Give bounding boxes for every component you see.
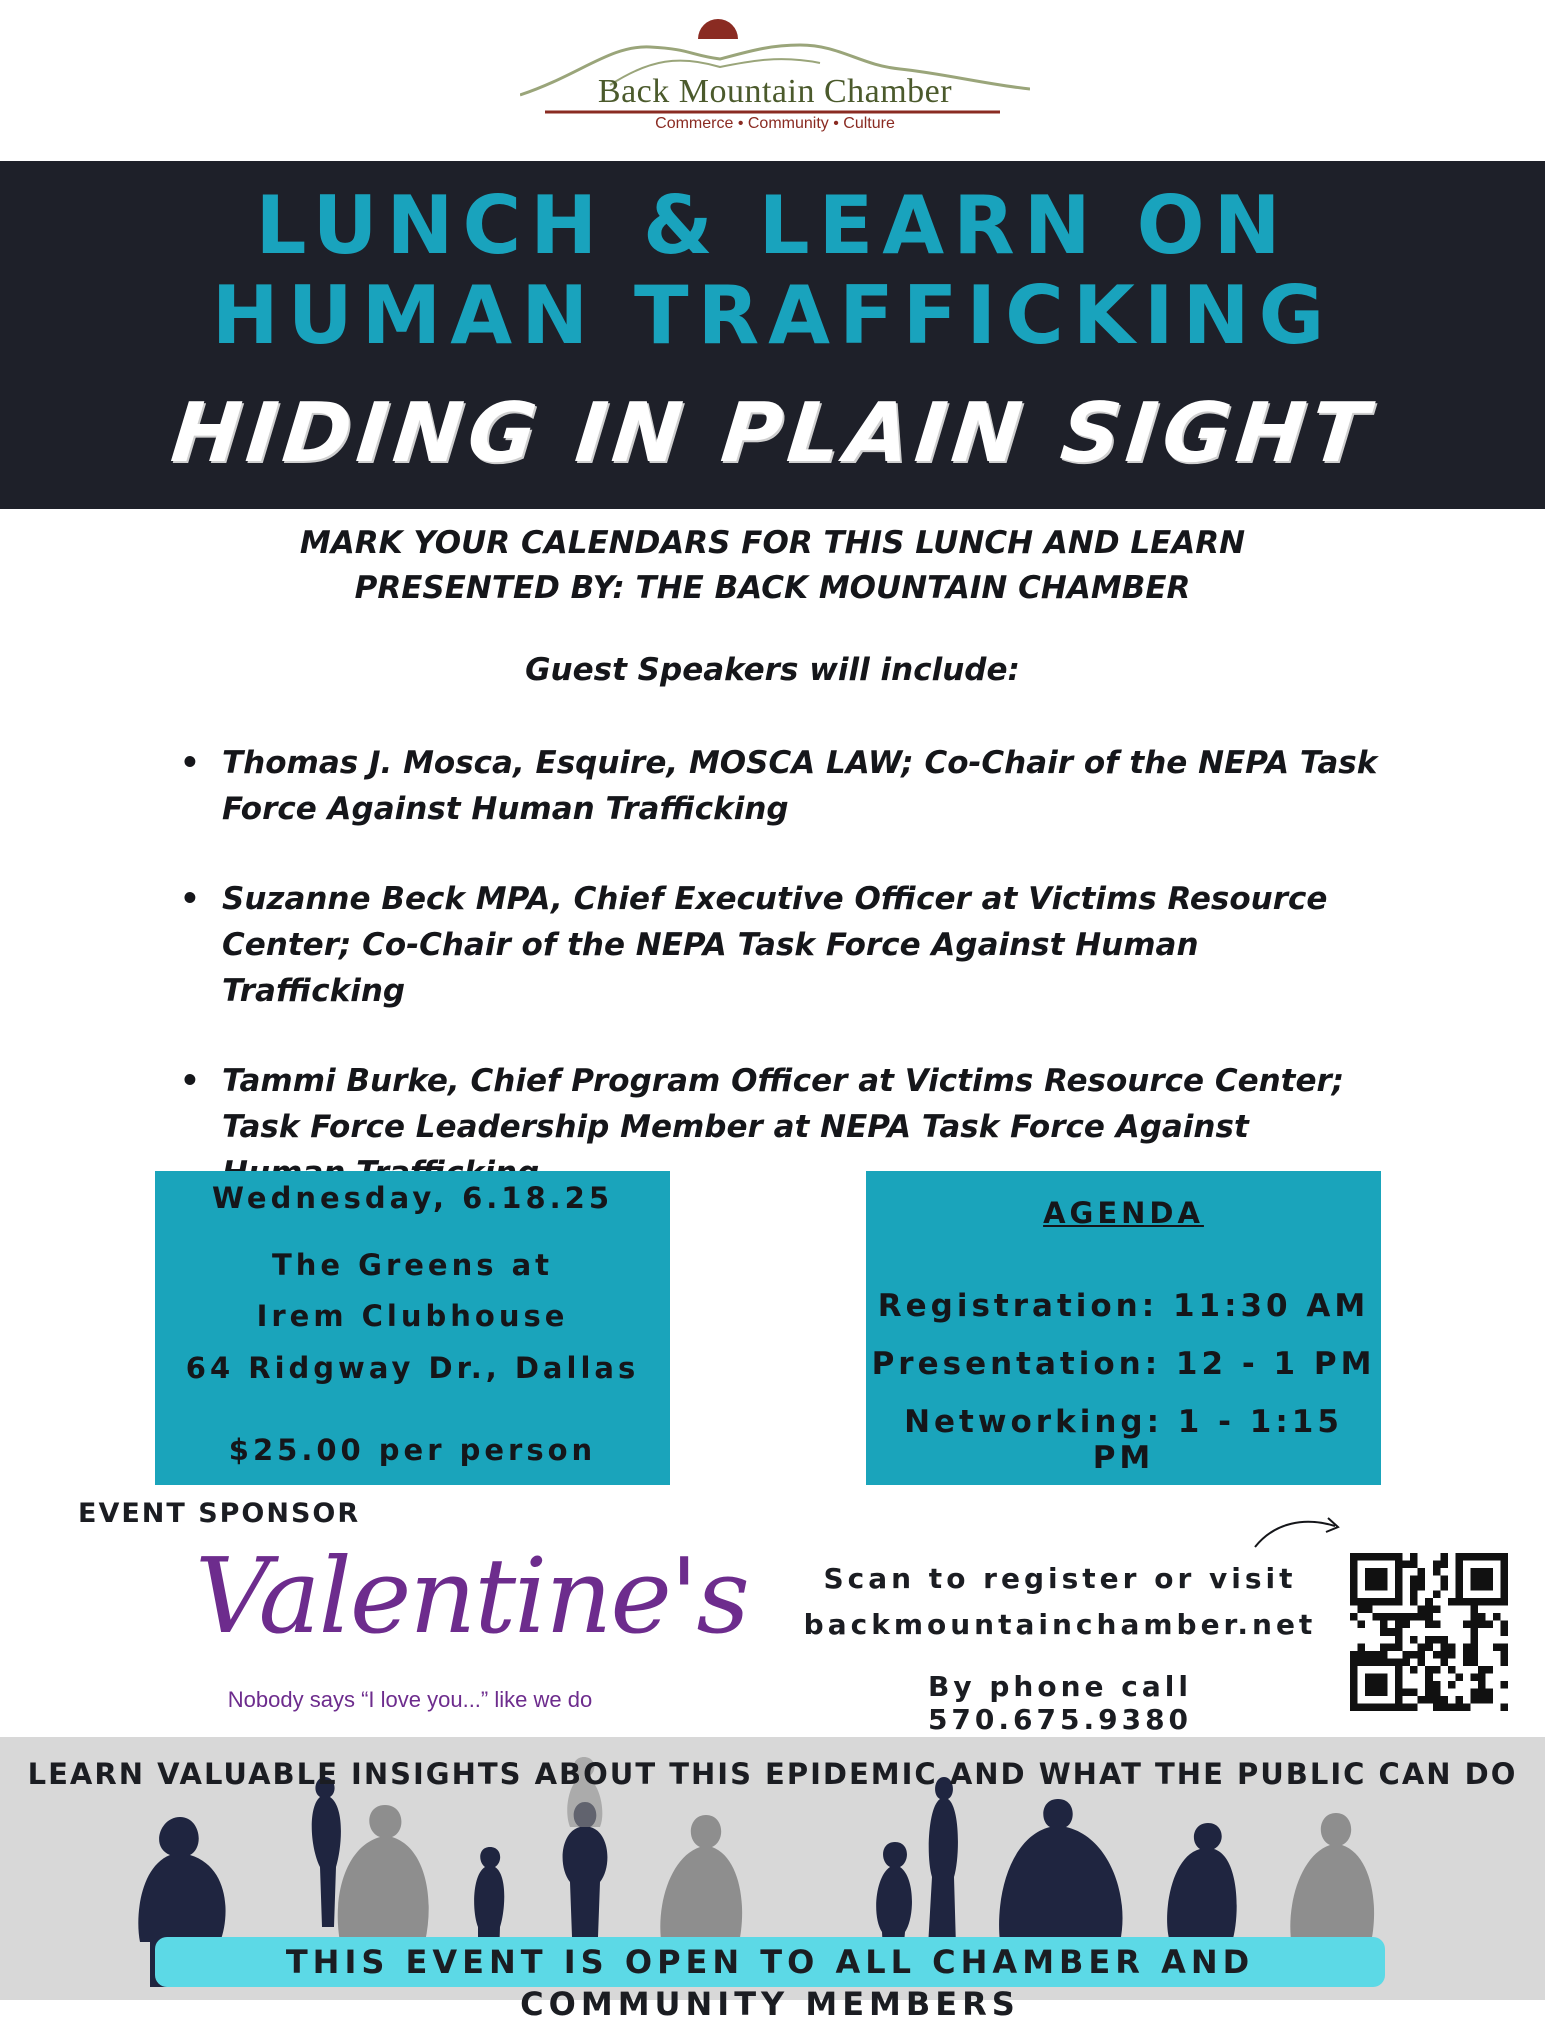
bullet-icon: • [180,745,200,781]
intro-line-1: MARK YOUR CALENDARS FOR THIS LUNCH AND LEARN [299,525,1246,561]
agenda-heading: AGENDA [1043,1196,1204,1230]
footer-band-text: LEARN VALUABLE INSIGHTS ABOUT THIS EPIDEMIC AND WHAT THE PUBLIC CAN DO [27,1757,1518,1791]
speaker-list [180,740,1380,1240]
chamber-logo [520,15,1030,145]
bullet-icon: • [180,1063,200,1099]
sponsor-logo [195,1535,748,1725]
speakers-heading: Guest Speakers will include: [525,652,1020,688]
venue-address: 64 Ridgway Dr., Dallas [185,1351,640,1385]
qr-code-icon[interactable] [1350,1553,1508,1711]
speaker-text: Thomas J. Mosca, Esquire, MOSCA LAW; Co-Chair of the NEPA Task Force Against Human Trafficking [222,745,1378,827]
list-item [180,740,1380,832]
subtitle: HIDING IN PLAIN SIGHT [167,386,1378,481]
agenda-item: Networking: 1 - 1:15 PM [904,1404,1343,1476]
agenda-box [866,1171,1381,1485]
bullet-icon: • [180,881,200,917]
logo-name: Back Mountain Chamber [597,73,953,110]
event-date: Wednesday, 6.18.25 [211,1181,614,1215]
speaker-text: Tammi Burke, Chief Program Officer at Victims Resource Center; Task Force Leadership Member at NEPA Task Force Against [222,1063,1345,1145]
footer-pill-text: THIS EVENT IS OPEN TO ALL CHAMBER AND COMMUNITY MEMBERS [285,1943,1255,2023]
agenda-item: Presentation: 12 - 1 PM [871,1346,1376,1382]
register-line-1: Scan to register or visit [823,1562,1297,1595]
event-price: $25.00 per person [228,1433,597,1467]
venue-line-2: Irem Clubhouse [256,1299,569,1333]
event-details-box [155,1171,670,1485]
sponsor-name: Valentine's [195,1535,748,1657]
register-phone: By phone call 570.675.9380 [927,1670,1193,1736]
list-item [180,876,1380,1014]
title-banner [0,161,1545,509]
register-url[interactable]: backmountainchamber.net [803,1608,1317,1641]
sponsor-label: EVENT SPONSOR [78,1498,361,1529]
logo-tagline: Commerce • Community • Culture [655,115,895,132]
arrow-icon [1250,1512,1345,1552]
venue-line-1: The Greens at [271,1248,554,1282]
intro-line-2: PRESENTED BY: THE BACK MOUNTAIN CHAMBER [354,570,1191,606]
title-line-2: HUMAN TRAFFICKING [211,269,1334,362]
speaker-text: Suzanne Beck MPA, Chief Executive Officer at Victims Resource Center; Co-Chair of the NEPA Task Force Against Human Trafficking [222,881,1328,1009]
agenda-item: Registration: 11:30 AM [877,1288,1370,1324]
sponsor-tagline: Nobody says “I love you...” like we do [227,1687,593,1712]
title-line-1: LUNCH & LEARN ON [255,179,1290,272]
